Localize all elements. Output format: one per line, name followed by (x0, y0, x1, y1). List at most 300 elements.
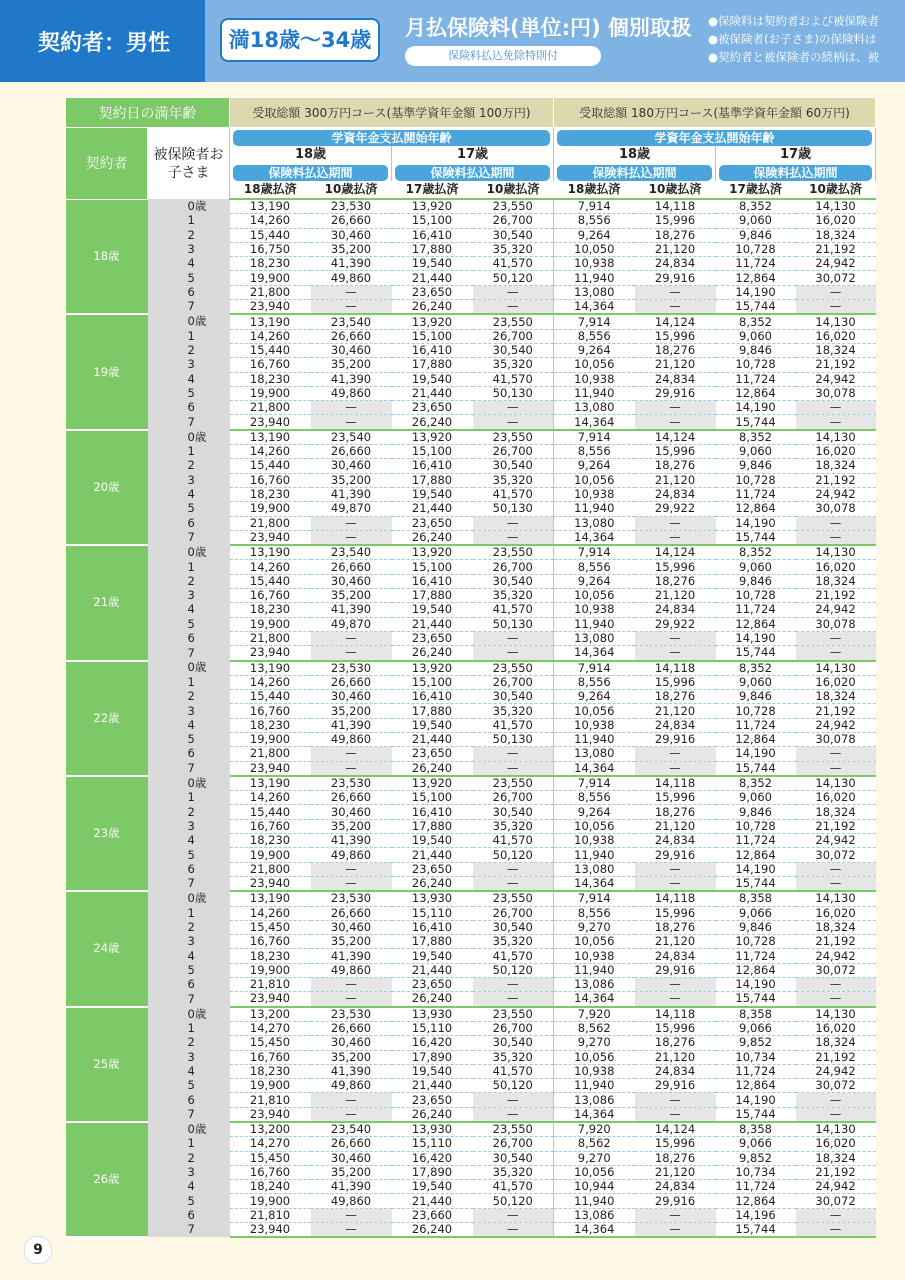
premium-cell: — (796, 1107, 876, 1122)
premium-cell: 30,072 (796, 963, 876, 977)
course-b-header: 受取総額 180万円コース(基準学資年金額 60万円) (554, 98, 876, 128)
child-age: 5 (148, 271, 230, 285)
premium-cell: 23,550 (473, 545, 554, 560)
start-age: 17歳 (716, 146, 876, 163)
premium-cell: 16,760 (230, 1050, 311, 1064)
premium-cell: 11,940 (554, 732, 635, 746)
premium-cell: 26,660 (311, 675, 392, 689)
premium-cell: 16,020 (796, 560, 876, 574)
premium-cell: 9,264 (554, 690, 635, 704)
premium-cell: — (796, 401, 876, 415)
premium-cell: 50,120 (473, 963, 554, 977)
premium-cell: 17,880 (392, 589, 473, 603)
table-row (66, 343, 876, 357)
premium-cell: 14,260 (230, 906, 311, 920)
premium-cell: 30,460 (311, 343, 392, 357)
table-row (66, 876, 876, 891)
child-age: 6 (148, 285, 230, 299)
premium-cell: — (311, 300, 392, 315)
premium-cell: 26,240 (392, 415, 473, 430)
table-row (66, 862, 876, 876)
premium-cell: 16,020 (796, 329, 876, 343)
premium-cell: 12,864 (716, 732, 796, 746)
premium-cell: 9,264 (554, 343, 635, 357)
premium-cell: 11,724 (716, 949, 796, 963)
table-row (66, 704, 876, 718)
premium-cell: 24,942 (796, 834, 876, 848)
premium-cell: 10,056 (554, 358, 635, 372)
premium-cell: 14,190 (716, 978, 796, 992)
premium-cell: 30,540 (473, 228, 554, 242)
premium-cell: 15,440 (230, 690, 311, 704)
premium-cell: 13,200 (230, 1122, 311, 1137)
premium-cell: 13,920 (392, 545, 473, 560)
premium-cell: 14,130 (796, 430, 876, 445)
premium-cell: 21,810 (230, 1208, 311, 1222)
premium-cell: 19,540 (392, 603, 473, 617)
premium-cell: — (473, 876, 554, 891)
child-age: 2 (148, 574, 230, 588)
premium-cell: 24,834 (635, 834, 716, 848)
child-age: 3 (148, 358, 230, 372)
premium-cell: 15,110 (392, 1021, 473, 1035)
premium-cell: — (473, 646, 554, 661)
start-age-pill-b: 学資年金支払開始年齢 (557, 130, 872, 146)
premium-cell: 23,550 (473, 430, 554, 445)
table-body (66, 199, 876, 1237)
premium-cell: 21,440 (392, 963, 473, 977)
premium-cell: 24,942 (796, 487, 876, 501)
start-age: 18歳 (554, 146, 716, 163)
child-age: 1 (148, 214, 230, 228)
premium-cell: 9,846 (716, 459, 796, 473)
premium-cell: 10,728 (716, 358, 796, 372)
premium-cell: 14,270 (230, 1021, 311, 1035)
premium-cell: 15,100 (392, 329, 473, 343)
premium-cell: 24,834 (635, 1180, 716, 1194)
premium-cell: 21,192 (796, 1050, 876, 1064)
premium-cell: 13,190 (230, 661, 311, 676)
premium-cell: 10,938 (554, 949, 635, 963)
premium-cell: 10,056 (554, 473, 635, 487)
premium-cell: 8,358 (716, 1007, 796, 1022)
premium-cell: 21,800 (230, 401, 311, 415)
premium-cell: 41,390 (311, 718, 392, 732)
premium-cell: 10,050 (554, 242, 635, 256)
table-row (66, 718, 876, 732)
table-row (66, 791, 876, 805)
premium-cell: — (473, 1093, 554, 1107)
contractor-age: 20歳 (66, 430, 148, 545)
premium-cell: 13,920 (392, 314, 473, 329)
premium-cell: 11,724 (716, 1064, 796, 1078)
premium-cell: 19,540 (392, 1180, 473, 1194)
premium-cell: 15,744 (716, 415, 796, 430)
premium-cell: 19,540 (392, 487, 473, 501)
premium-cell: 30,540 (473, 459, 554, 473)
child-age: 6 (148, 631, 230, 645)
term-pill: 保険料払込期間 (395, 165, 550, 181)
premium-cell: — (473, 1107, 554, 1122)
premium-cell: 15,100 (392, 560, 473, 574)
child-age: 4 (148, 257, 230, 271)
premium-cell: 26,700 (473, 445, 554, 459)
premium-cell: 30,460 (311, 805, 392, 819)
table-row (66, 473, 876, 487)
premium-cell: 29,922 (635, 617, 716, 631)
premium-cell: 41,390 (311, 1180, 392, 1194)
premium-cell: 9,066 (716, 1137, 796, 1151)
premium-cell: 17,880 (392, 935, 473, 949)
premium-cell: 30,072 (796, 1194, 876, 1208)
premium-cell: 11,940 (554, 617, 635, 631)
premium-cell: 14,190 (716, 1093, 796, 1107)
table-row (66, 1050, 876, 1064)
premium-cell: 24,942 (796, 603, 876, 617)
premium-cell: 10,944 (554, 1180, 635, 1194)
premium-cell: 50,130 (473, 502, 554, 516)
premium-cell: — (473, 516, 554, 530)
premium-cell: 9,060 (716, 329, 796, 343)
term-header: 10歳払済 (635, 181, 716, 199)
table-row (66, 228, 876, 242)
premium-cell: 14,364 (554, 761, 635, 776)
premium-cell: 35,200 (311, 1165, 392, 1179)
premium-cell: 15,440 (230, 805, 311, 819)
premium-cell: 19,540 (392, 949, 473, 963)
premium-cell: 13,080 (554, 631, 635, 645)
premium-cell: 19,900 (230, 732, 311, 746)
premium-cell: 19,900 (230, 1194, 311, 1208)
premium-cell: 8,556 (554, 560, 635, 574)
premium-cell: 23,550 (473, 661, 554, 676)
child-age: 6 (148, 862, 230, 876)
premium-cell: 11,940 (554, 502, 635, 516)
premium-cell: 9,060 (716, 675, 796, 689)
contractor-age: 22歳 (66, 661, 148, 776)
premium-cell: 35,200 (311, 1050, 392, 1064)
premium-cell: — (311, 401, 392, 415)
premium-cell: 18,240 (230, 1180, 311, 1194)
premium-cell: 13,080 (554, 285, 635, 299)
premium-cell: 41,570 (473, 372, 554, 386)
premium-cell: 50,120 (473, 848, 554, 862)
premium-cell: 14,130 (796, 891, 876, 906)
premium-cell: 11,724 (716, 487, 796, 501)
child-age: 5 (148, 502, 230, 516)
premium-cell: 21,120 (635, 1165, 716, 1179)
premium-cell: — (635, 646, 716, 661)
premium-cell: 23,550 (473, 776, 554, 791)
premium-cell: 14,364 (554, 415, 635, 430)
premium-cell: 14,190 (716, 285, 796, 299)
premium-cell: 14,260 (230, 329, 311, 343)
table-row (66, 978, 876, 992)
premium-cell: 24,834 (635, 1064, 716, 1078)
table-row (66, 199, 876, 214)
premium-cell: 23,650 (392, 631, 473, 645)
premium-cell: 8,358 (716, 1122, 796, 1137)
table-row (66, 906, 876, 920)
premium-cell: 16,420 (392, 1036, 473, 1050)
premium-cell: 8,556 (554, 906, 635, 920)
table-row (66, 257, 876, 271)
premium-cell: 49,860 (311, 1079, 392, 1093)
table-row (66, 1180, 876, 1194)
premium-cell: 15,744 (716, 761, 796, 776)
premium-cell: 13,190 (230, 314, 311, 329)
premium-cell: 41,570 (473, 718, 554, 732)
premium-cell: 21,192 (796, 819, 876, 833)
premium-cell: 26,700 (473, 675, 554, 689)
premium-cell: 8,556 (554, 445, 635, 459)
child-age: 4 (148, 718, 230, 732)
premium-cell: 41,390 (311, 257, 392, 271)
premium-cell: 15,996 (635, 214, 716, 228)
premium-cell: 18,230 (230, 834, 311, 848)
premium-cell: 14,124 (635, 314, 716, 329)
premium-cell: 23,530 (311, 199, 392, 214)
premium-cell: 13,080 (554, 862, 635, 876)
premium-cell: — (311, 761, 392, 776)
premium-cell: — (311, 747, 392, 761)
table-row (66, 242, 876, 256)
table-row (66, 358, 876, 372)
premium-cell: 26,660 (311, 329, 392, 343)
child-age: 6 (148, 516, 230, 530)
premium-cell: 41,390 (311, 1064, 392, 1078)
table-row (66, 747, 876, 761)
table-row (66, 732, 876, 746)
premium-cell: 10,056 (554, 935, 635, 949)
page-number: 9 (24, 1236, 52, 1264)
contractor-age: 23歳 (66, 776, 148, 891)
premium-cell: — (311, 876, 392, 891)
premium-cell: 35,200 (311, 589, 392, 603)
premium-cell: 18,276 (635, 343, 716, 357)
premium-cell: 41,390 (311, 372, 392, 386)
premium-cell: 16,760 (230, 704, 311, 718)
premium-cell: 17,880 (392, 242, 473, 256)
child-age: 1 (148, 791, 230, 805)
premium-cell: 18,230 (230, 372, 311, 386)
child-age: 1 (148, 675, 230, 689)
table-row (66, 415, 876, 430)
premium-cell: — (635, 516, 716, 530)
premium-cell: 21,440 (392, 848, 473, 862)
corner-label: 契約日の満年齢 (66, 98, 230, 128)
premium-cell: 21,440 (392, 732, 473, 746)
premium-cell: 13,190 (230, 545, 311, 560)
premium-cell: — (311, 631, 392, 645)
premium-cell: 23,540 (311, 430, 392, 445)
premium-cell: 21,800 (230, 862, 311, 876)
premium-cell: 13,200 (230, 1007, 311, 1022)
premium-cell: 14,118 (635, 661, 716, 676)
premium-cell: 14,130 (796, 776, 876, 791)
premium-cell: 35,320 (473, 358, 554, 372)
page-header (0, 0, 905, 82)
table-row (66, 805, 876, 819)
premium-cell: 16,760 (230, 358, 311, 372)
premium-cell: 23,550 (473, 1122, 554, 1137)
premium-cell: 23,650 (392, 516, 473, 530)
premium-cell: 26,700 (473, 1021, 554, 1035)
child-age: 5 (148, 1194, 230, 1208)
table-row (66, 589, 876, 603)
premium-cell: 17,880 (392, 473, 473, 487)
premium-cell: 23,530 (311, 776, 392, 791)
premium-cell: — (311, 1223, 392, 1238)
premium-cell: 50,130 (473, 732, 554, 746)
table-row (66, 949, 876, 963)
premium-cell: 21,440 (392, 617, 473, 631)
contractor-age: 21歳 (66, 545, 148, 660)
premium-cell: 35,200 (311, 473, 392, 487)
premium-cell: — (635, 1093, 716, 1107)
premium-cell: 13,920 (392, 661, 473, 676)
premium-cell: 7,914 (554, 545, 635, 560)
premium-cell: 26,660 (311, 1021, 392, 1035)
table-row (66, 617, 876, 631)
table-row (66, 1007, 876, 1022)
premium-cell: 8,352 (716, 314, 796, 329)
premium-cell: — (635, 992, 716, 1007)
child-age: 0歳 (148, 1007, 230, 1022)
premium-cell: — (311, 862, 392, 876)
premium-cell: 35,320 (473, 704, 554, 718)
premium-cell: 41,570 (473, 603, 554, 617)
premium-cell: 23,530 (311, 1007, 392, 1022)
premium-cell: 12,864 (716, 963, 796, 977)
premium-cell: 15,744 (716, 1223, 796, 1238)
child-age: 0歳 (148, 430, 230, 445)
premium-cell: 19,900 (230, 502, 311, 516)
premium-cell: 30,540 (473, 805, 554, 819)
premium-cell: 18,324 (796, 228, 876, 242)
premium-cell: — (635, 876, 716, 891)
premium-cell: 13,190 (230, 199, 311, 214)
premium-cell: — (635, 978, 716, 992)
premium-cell: 49,860 (311, 1194, 392, 1208)
premium-cell: 14,118 (635, 199, 716, 214)
premium-cell: — (796, 300, 876, 315)
premium-cell: 10,056 (554, 819, 635, 833)
premium-cell: 18,230 (230, 603, 311, 617)
premium-cell: 14,364 (554, 1223, 635, 1238)
premium-cell: 19,900 (230, 848, 311, 862)
table-row (66, 1021, 876, 1035)
premium-cell: 24,834 (635, 487, 716, 501)
premium-cell: 23,650 (392, 401, 473, 415)
premium-cell: 15,450 (230, 920, 311, 934)
premium-cell: 10,734 (716, 1165, 796, 1179)
premium-cell: — (311, 992, 392, 1007)
child-age: 0歳 (148, 545, 230, 560)
contractor-age: 26歳 (66, 1122, 148, 1237)
premium-cell: 9,264 (554, 805, 635, 819)
table-row (66, 646, 876, 661)
premium-cell: 18,324 (796, 1151, 876, 1165)
premium-cell: 9,846 (716, 920, 796, 934)
premium-cell: 26,700 (473, 906, 554, 920)
premium-cell: 10,728 (716, 242, 796, 256)
child-age: 2 (148, 1151, 230, 1165)
premium-cell: — (635, 401, 716, 415)
child-age: 7 (148, 415, 230, 430)
premium-cell: — (311, 415, 392, 430)
premium-cell: 35,200 (311, 935, 392, 949)
premium-cell: 23,940 (230, 1107, 311, 1122)
premium-cell: 41,390 (311, 834, 392, 848)
premium-cell: 16,410 (392, 459, 473, 473)
child-age: 3 (148, 935, 230, 949)
child-age: 3 (148, 473, 230, 487)
premium-cell: 50,120 (473, 271, 554, 285)
premium-cell: 19,900 (230, 386, 311, 400)
table-row (66, 920, 876, 934)
premium-cell: 30,072 (796, 1079, 876, 1093)
term-header: 18歳払済 (230, 181, 311, 199)
premium-cell: 10,728 (716, 935, 796, 949)
child-age: 1 (148, 1021, 230, 1035)
child-age: 2 (148, 1036, 230, 1050)
premium-cell: 14,190 (716, 747, 796, 761)
child-age: 2 (148, 343, 230, 357)
premium-cell: 14,124 (635, 430, 716, 445)
premium-cell: 11,724 (716, 718, 796, 732)
premium-cell: 50,130 (473, 617, 554, 631)
premium-cell: 9,852 (716, 1036, 796, 1050)
premium-cell: 15,440 (230, 459, 311, 473)
premium-cell: 23,550 (473, 891, 554, 906)
premium-cell: — (635, 1208, 716, 1222)
table-row (66, 386, 876, 400)
premium-cell: 14,260 (230, 560, 311, 574)
premium-cell: 11,724 (716, 372, 796, 386)
child-age: 7 (148, 876, 230, 891)
table-row (66, 401, 876, 415)
premium-cell: 29,916 (635, 963, 716, 977)
table-row (66, 834, 876, 848)
premium-cell: 21,800 (230, 516, 311, 530)
premium-cell: 13,920 (392, 430, 473, 445)
premium-cell: 9,264 (554, 459, 635, 473)
premium-cell: 13,080 (554, 401, 635, 415)
premium-cell: 9,270 (554, 1151, 635, 1165)
premium-cell: 41,570 (473, 257, 554, 271)
premium-cell: 16,020 (796, 906, 876, 920)
premium-cell: 18,230 (230, 949, 311, 963)
premium-cell: 9,060 (716, 791, 796, 805)
premium-cell: 21,440 (392, 1079, 473, 1093)
premium-cell: 26,660 (311, 214, 392, 228)
child-age: 6 (148, 747, 230, 761)
premium-cell: 16,410 (392, 343, 473, 357)
premium-cell: 8,352 (716, 661, 796, 676)
premium-cell: 12,864 (716, 386, 796, 400)
child-age: 2 (148, 920, 230, 934)
premium-cell: 26,240 (392, 761, 473, 776)
premium-cell: 11,940 (554, 386, 635, 400)
table-row (66, 530, 876, 545)
premium-cell: 7,920 (554, 1122, 635, 1137)
premium-cell: 30,460 (311, 574, 392, 588)
table-row (66, 1137, 876, 1151)
premium-cell: 15,100 (392, 445, 473, 459)
premium-cell: 18,276 (635, 690, 716, 704)
premium-cell: 21,192 (796, 935, 876, 949)
